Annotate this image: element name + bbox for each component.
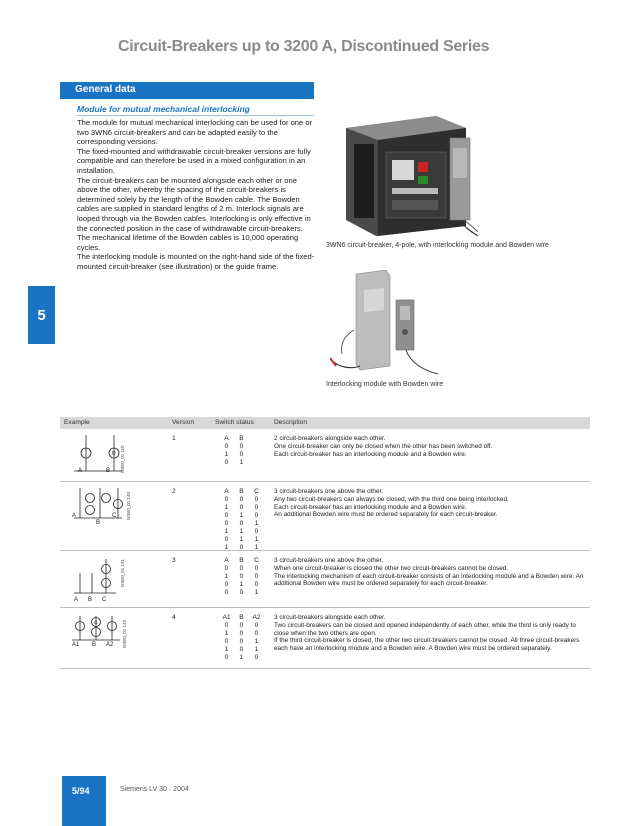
status-header: A (224, 488, 229, 495)
status-header: A (224, 435, 229, 442)
status-cell: 0 (239, 496, 244, 503)
status-cell: 0 (254, 630, 259, 637)
paragraph: The mechanical lifetime of the Bowden cables is 10,000 operating cycles. (77, 233, 299, 252)
section-heading-bar (60, 82, 314, 98)
status-cell: 1 (254, 544, 259, 551)
status-cell: 1 (254, 589, 259, 596)
status-cell: 1 (224, 630, 229, 637)
diagram-label: B (88, 597, 93, 603)
description-line: An additional Bowden wire must be ordered separately for each circuit-breaker. (274, 511, 498, 519)
status-cell: 1 (254, 638, 259, 645)
diagram-label: A (72, 513, 77, 519)
status-cell: 0 (239, 573, 244, 580)
photo1-caption: 3WN6 circuit-breaker, 4-pole, with interlocking module and Bowden wire (326, 242, 549, 249)
status-cell: 1 (239, 512, 244, 519)
status-cell: 1 (224, 504, 229, 511)
description-line: 2 circuit-breakers alongside each other. (274, 435, 386, 442)
status-cell: 0 (224, 581, 229, 588)
description-line: Any two circuit-breakers can always be closed, with the third one being interlocked. (274, 495, 509, 503)
status-cell: 0 (254, 512, 259, 519)
description-line: Each circuit-breaker has an interlocking module and a Bowden wire. (274, 503, 467, 511)
interlock-table (60, 417, 590, 669)
status-cell: 0 (254, 573, 259, 580)
status-cell: 0 (224, 520, 229, 527)
diagram-label: C (112, 513, 117, 519)
body-text (77, 118, 317, 272)
section-heading: General data (75, 84, 136, 95)
header-example: Example (64, 419, 90, 426)
header-version: Version (172, 419, 194, 426)
diagram-label: C (102, 597, 107, 603)
status-cell: 0 (224, 536, 229, 543)
diagram-label: B (106, 468, 111, 474)
table-row (60, 608, 590, 669)
status-cell: 0 (224, 459, 229, 466)
status-header: B (239, 557, 244, 564)
table-row (60, 482, 590, 551)
diagram-label: A (74, 597, 79, 603)
version-number: 2 (172, 488, 176, 495)
description-line: The interlocking mechanism of each circuit-breaker consists of an interlocking module and a Bowden wire. An additional Bowden wire must be ordered separately for each circuit-breaker. (274, 572, 584, 588)
status-header: B (239, 614, 244, 621)
interlocking-module-photo (330, 270, 442, 378)
circuit-diagram-3-side (66, 610, 136, 662)
description-line: One circuit-breaker can only be closed when the other has been switched off. (274, 442, 493, 450)
table-row (60, 551, 590, 608)
status-cell: 1 (224, 544, 229, 551)
chapter-tab: 5 (28, 286, 55, 344)
status-cell: 1 (239, 581, 244, 588)
description-line: Each circuit-breaker has an interlocking module and a Bowden wire. (274, 450, 467, 458)
status-cell: 1 (224, 528, 229, 535)
status-cell: 0 (224, 443, 229, 450)
status-cell: 1 (239, 459, 244, 466)
table-row (60, 429, 590, 482)
subheading-divider (77, 115, 314, 116)
figure-code: NSE0_01 141 (120, 558, 125, 587)
paragraph: The circuit-breakers can be mounted alongside each other or one above the other, whereby the spacing of the circuit-breakers is determined solely by the length of the Bowden cable. The Bowden cables are supplied in standard lengths of 2 m. Interlock signals are looped through via the Bowden cables. Interlocking is only effective in the connected position in the case of withdrawable circuit-breakers. (77, 175, 311, 233)
diagram-label: A (78, 468, 83, 474)
version-number: 1 (172, 435, 176, 442)
description-line: When one circuit-breaker is closed the other two circuit-breakers cannot be closed. (274, 564, 509, 572)
status-cell: 0 (239, 520, 244, 527)
status-header: C (254, 557, 259, 564)
diagram-label: B (92, 642, 97, 648)
switch-status (219, 614, 264, 662)
version-number: 3 (172, 557, 176, 564)
status-cell: 0 (239, 630, 244, 637)
diagram-label: B (96, 520, 101, 526)
photo2-caption: Interlocking module with Bowden wire (326, 381, 444, 388)
status-cell: 0 (254, 504, 259, 511)
status-cell: 1 (224, 573, 229, 580)
status-cell: 0 (239, 589, 244, 596)
status-cell: 0 (224, 512, 229, 519)
status-header: B (239, 435, 244, 442)
circuit-breaker-photo (326, 108, 478, 238)
status-cell: 0 (239, 622, 244, 629)
header-description: Description (274, 419, 307, 426)
status-cell: 0 (254, 565, 259, 572)
status-cell: 0 (224, 589, 229, 596)
circuit-diagram-2-side (66, 431, 126, 479)
status-header: A1 (222, 614, 231, 621)
page-title: Circuit-Breakers up to 3200 A, Discontinued Series (118, 38, 490, 55)
section-divider (60, 98, 314, 99)
page-number: 5/94 (72, 786, 90, 796)
row-description (274, 614, 590, 653)
status-cell: 0 (239, 443, 244, 450)
status-cell: 1 (254, 536, 259, 543)
status-cell: 0 (254, 654, 259, 661)
status-cell: 0 (239, 638, 244, 645)
figure-code: NSE0_01 115 (120, 445, 125, 473)
row-description (274, 488, 590, 519)
status-cell: 0 (224, 565, 229, 572)
status-cell: 0 (224, 638, 229, 645)
circuit-diagram-3-exclusive (66, 553, 136, 605)
description-line: Two circuit-breakers can be closed and opened independently of each other, while the third is only ready to close when the two others are open. (274, 621, 576, 637)
row-description (274, 435, 590, 458)
circuit-diagram-3-stacked (66, 484, 136, 546)
paragraph: The interlocking module is mounted on the right-hand side of the fixed-mounted circuit-breaker (see illustration) or the guide frame. (77, 252, 315, 271)
description-line: If the third circuit-breaker is closed, the other two circuit-breakers cannot be closed. All three circuit-breakers each have an interlocking module and a Bowden wire. A Bowden wire must be ordered separately. (274, 637, 580, 653)
status-cell: 1 (224, 646, 229, 653)
figure-code: NSE0_01 143 (122, 619, 127, 648)
page-number-box (62, 776, 106, 826)
status-header: A2 (252, 614, 261, 621)
publication-label: Siemens LV 30 · 2004 (120, 786, 189, 793)
status-cell: 0 (254, 581, 259, 588)
status-cell: 0 (239, 565, 244, 572)
status-cell: 0 (239, 451, 244, 458)
status-cell: 0 (239, 646, 244, 653)
status-cell: 0 (254, 622, 259, 629)
switch-status (219, 435, 249, 467)
status-cell: 0 (224, 654, 229, 661)
status-cell: 0 (239, 544, 244, 551)
section-subheading: Module for mutual mechanical interlocking (77, 104, 250, 114)
diagram-label: A2 (106, 642, 114, 648)
status-cell: 0 (224, 622, 229, 629)
status-cell: 1 (224, 451, 229, 458)
status-header: A (224, 557, 229, 564)
status-cell: 0 (254, 528, 259, 535)
svg-text:D: D (112, 451, 116, 457)
description-line: 3 circuit-breakers one above the other. (274, 557, 384, 564)
header-switch-status: Switch status (215, 419, 254, 426)
status-cell: 1 (239, 528, 244, 535)
row-description (274, 557, 590, 588)
status-cell: 1 (239, 536, 244, 543)
status-cell: 0 (239, 504, 244, 511)
paragraph: The fixed-mounted and withdrawable circuit-breaker versions are fully compatible and can therefore be used in a mixed configuration in an installation. (77, 146, 311, 175)
status-cell: 0 (254, 496, 259, 503)
status-cell: 1 (254, 646, 259, 653)
description-line: 3 circuit-breakers one above the other. (274, 488, 384, 495)
status-cell: 1 (254, 520, 259, 527)
switch-status (219, 557, 264, 597)
status-header: C (254, 488, 259, 495)
status-cell: 0 (224, 496, 229, 503)
version-number: 4 (172, 614, 176, 621)
status-header: B (239, 488, 244, 495)
diagram-label: A1 (72, 642, 80, 648)
description-line: 3 circuit-breakers alongside each other. (274, 614, 386, 621)
table-header (60, 417, 590, 429)
svg-text:G: G (94, 620, 98, 625)
figure-code: NSE0_01 140 (126, 491, 131, 520)
paragraph: The module for mutual mechanical interlocking can be used for one or two 3WN6 circuit-breakers and can be adapted easily to the corresponding versions. (77, 118, 313, 147)
switch-status (219, 488, 264, 552)
status-cell: 1 (239, 654, 244, 661)
